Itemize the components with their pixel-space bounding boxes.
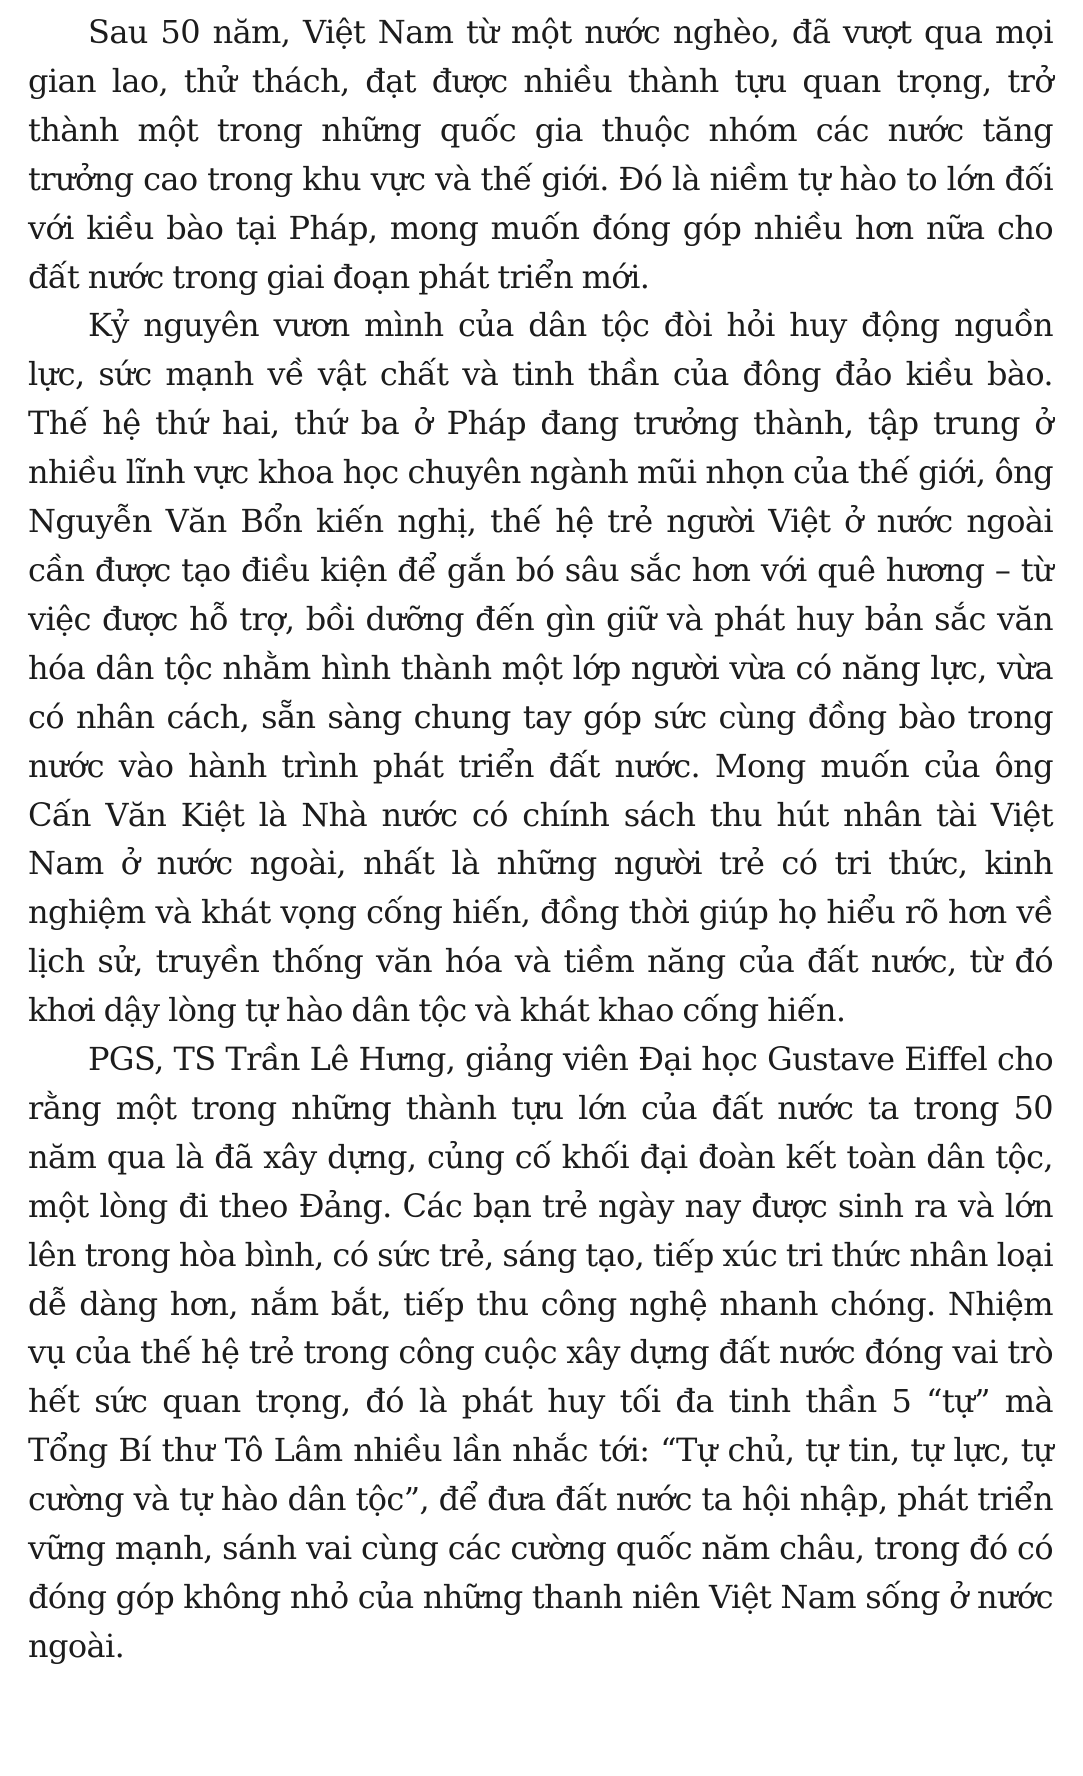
paragraph-3: PGS, TS Trần Lê Hưng, giảng viên Đại học Gustave Eiffel cho rằng một trong những thành tựu lớn của đất nước ta trong 50 năm qua là đã xây dựng, củng cố khối đại đoàn kết toàn dân tộc, một lòng đi theo Đảng. Các bạn trẻ ngày nay được sinh ra và lớn lên trong hòa bình, có sức trẻ, sáng tạo, tiếp xúc tri thức nhân loại dễ dàng hơn, nắm bắt, tiếp thu công nghệ nhanh chóng. Nhiệm vụ của thế hệ trẻ trong công cuộc xây dựng đất nước đóng vai trò hết sức quan trọng, đó là phát huy tối đa tinh thần 5 “tự” mà Tổng Bí thư Tô Lâm nhiều lần nhắc tới: “Tự chủ, tự tin, tự lực, tự cường và tự hào dân tộc”, để đưa đất nước ta hội nhập, phát triển vững mạnh, sánh vai cùng các cường quốc năm châu, trong đó có đóng góp không nhỏ của những thanh niên Việt Nam sống ở nước ngoài.	[28, 1040, 1053, 1665]
article-body	[28, 8, 1053, 1671]
paragraph-2: Kỷ nguyên vươn mình của dân tộc đòi hỏi huy động nguồn lực, sức mạnh về vật chất và tinh thần của đông đảo kiều bào. Thế hệ thứ hai, thứ ba ở Pháp đang trưởng thành, tập trung ở nhiều lĩnh vực khoa học chuyên ngành mũi nhọn của thế giới, ông Nguyễn Văn Bổn kiến nghị, thế hệ trẻ người Việt ở nước ngoài cần được tạo điều kiện để gắn bó sâu sắc hơn với quê hương – từ việc được hỗ trợ, bồi dưỡng đến gìn giữ và phát huy bản sắc văn hóa dân tộc nhằm hình thành một lớp người vừa có năng lực, vừa có nhân cách, sẵn sàng chung tay góp sức cùng đồng bào trong nước vào hành trình phát triển đất nước. Mong muốn của ông Cấn Văn Kiệt là Nhà nước có chính sách thu hút nhân tài Việt Nam ở nước ngoài, nhất là những người trẻ có tri thức, kinh nghiệm và khát vọng cống hiến, đồng thời giúp họ hiểu rõ hơn về lịch sử, truyền thống văn hóa và tiềm năng của đất nước, từ đó khơi dậy lòng tự hào dân tộc và khát khao cống hiến.	[28, 306, 1053, 1030]
paragraph-1: Sau 50 năm, Việt Nam từ một nước nghèo, đã vượt qua mọi gian lao, thử thách, đạt được nhiều thành tựu quan trọng, trở thành một trong những quốc gia thuộc nhóm các nước tăng trưởng cao trong khu vực và thế giới. Đó là niềm tự hào to lớn đối với kiều bào tại Pháp, mong muốn đóng góp nhiều hơn nữa cho đất nước trong giai đoạn phát triển mới.	[28, 13, 1053, 296]
